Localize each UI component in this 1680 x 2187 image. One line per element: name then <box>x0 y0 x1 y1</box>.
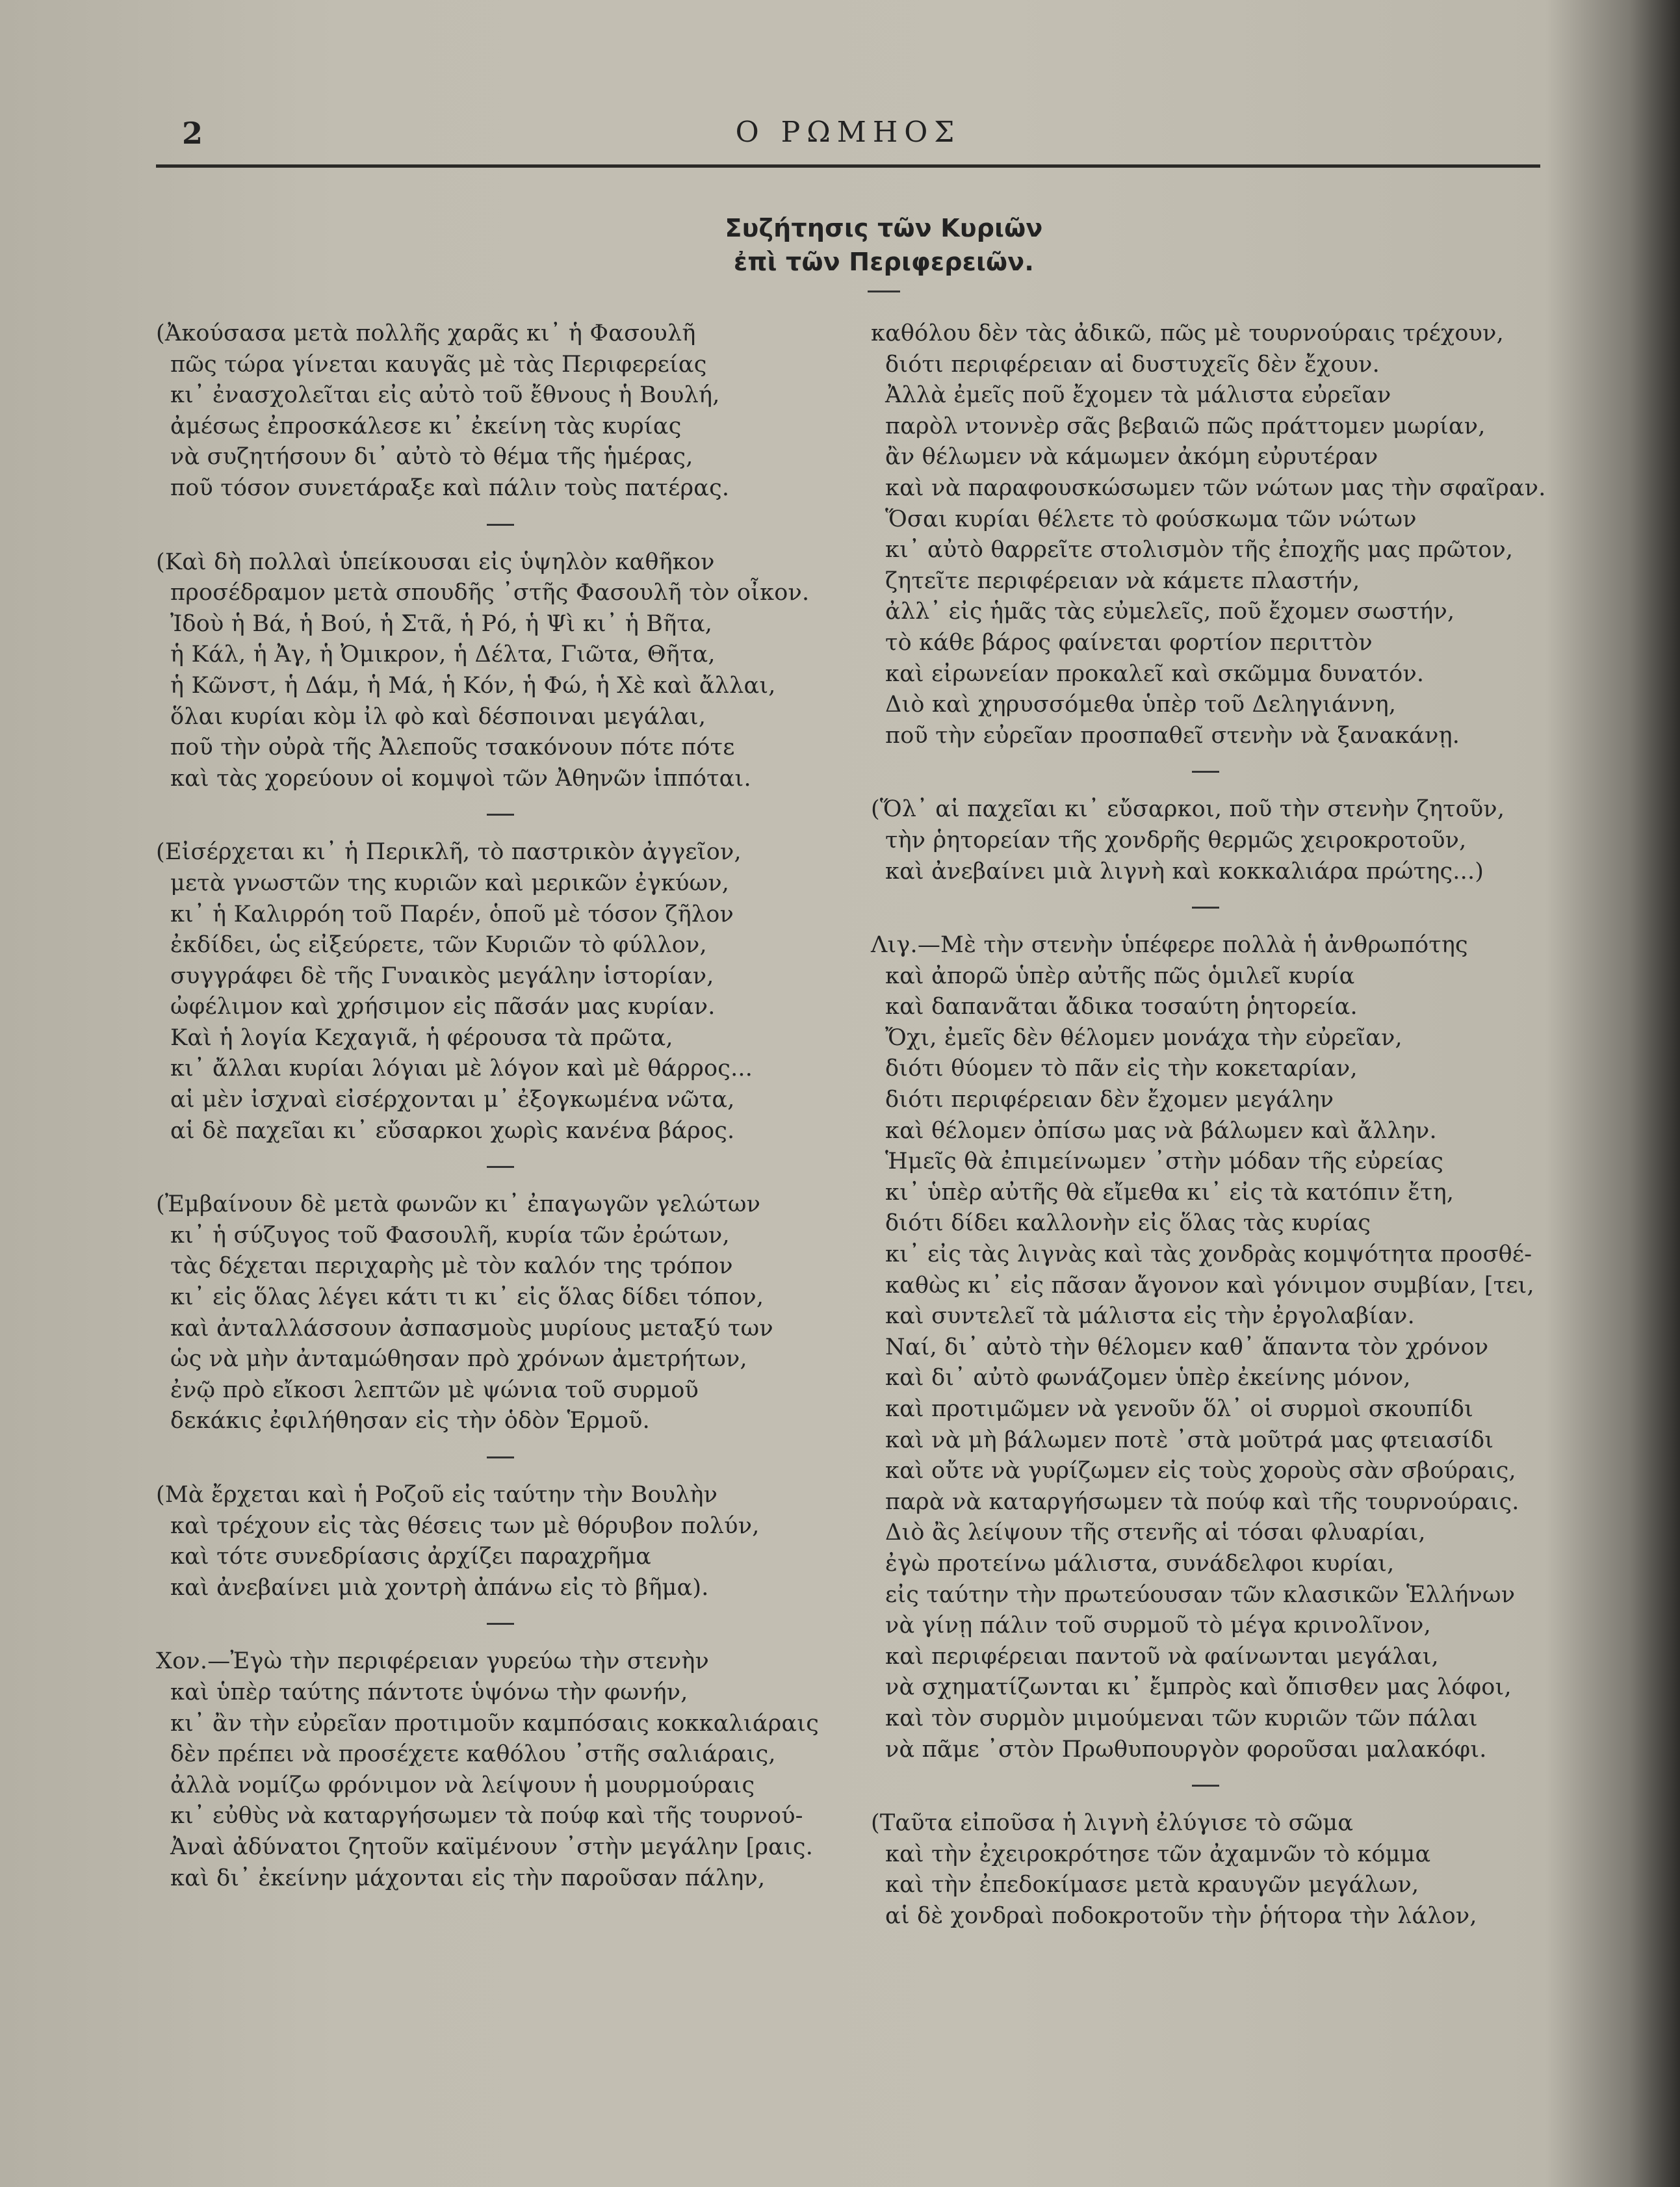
verse-line: διότι περιφέρειαν δὲν ἔχομεν μεγάλην <box>885 1087 1334 1113</box>
verse-line: καὶ ἀνταλλάσσουν ἀσπασμοὺς μυρίους μεταξύ των <box>170 1315 773 1341</box>
verse-line: καὶ τὰς χορεύουν οἱ κομψοὶ τῶν Ἀθηνῶν ἱππόται. <box>170 765 751 792</box>
verse-line: καὶ δι᾽ ἐκείνην μάχονται εἰς τὴν παροῦσαν πάλην, <box>170 1865 766 1891</box>
section-separator <box>156 1146 845 1189</box>
verse-line: καὶ τὴν ἐπεδοκίμασε μετὰ κραυγῶν μεγάλων, <box>885 1872 1419 1898</box>
verse-line: Χον.—Ἐγὼ τὴν περιφέρειαν γυρεύω τὴν στενὴν <box>156 1648 709 1675</box>
verse-line: καὶ θέλομεν ὀπίσω μας νὰ βάλωμεν καὶ ἄλλην. <box>885 1117 1437 1144</box>
verse-line: (Ἐμβαίνουν δὲ μετὰ φωνῶν κι᾽ ἐπαγωγῶν γελώτων <box>156 1191 761 1218</box>
verse-line: κι᾽ ὑπὲρ αὐτῆς θὰ εἴμεθα κι᾽ εἰς τὰ κατόπιν ἔτη, <box>885 1179 1454 1206</box>
verse-line: κι᾽ ἡ Καλιρρόη τοῦ Παρέν, ὁποῦ μὲ τόσον ζῆλον <box>170 901 734 927</box>
verse-line: καὶ ὑπὲρ ταύτης πάντοτε ὑψόνω τὴν φωνήν, <box>170 1679 688 1705</box>
verse-line: αἱ δὲ χονδραὶ ποδοκροτοῦν τὴν ῥήτορα τὴν λάλον, <box>885 1902 1477 1929</box>
verse-line: Ἰδοὺ ἡ Βά, ἡ Βού, ἡ Στᾶ, ἡ Ρό, ἡ Ψὶ κι᾽ ἡ Βῆτα, <box>170 610 713 637</box>
verse-line: καὶ δαπανᾶται ἄδικα τοσαύτη ῥητορεία. <box>885 994 1358 1020</box>
verse-line: κι᾽ εὐθὺς νὰ καταργήσωμεν τὰ πούφ καὶ τῆς τουρνού- <box>170 1803 803 1830</box>
verse-paragraph <box>156 1189 845 1437</box>
verse-line: ὠφέλιμον καὶ χρήσιμον εἰς πᾶσάν μας κυρίαν. <box>170 994 716 1020</box>
verse-line: καὶ νὰ παραφουσκώσωμεν τῶν νώτων μας τὴν σφαῖραν. <box>885 474 1546 501</box>
article-title-line: Συζήτησις τῶν Κυριῶν <box>725 214 1043 242</box>
verse-paragraph <box>156 547 845 795</box>
verse-line: τὸ κάθε βάρος φαίνεται φορτίον περιττὸν <box>885 629 1373 656</box>
verse-paragraph <box>156 1646 845 1894</box>
page-number: 2 <box>182 116 203 151</box>
verse-line: καὶ τρέχουν εἰς τὰς θέσεις των μὲ θόρυβον πολύν, <box>170 1512 760 1539</box>
section-separator <box>871 1765 1540 1808</box>
verse-line: καὶ τὸν συρμὸν μιμούμεναι τῶν κυριῶν τῶν πάλαι <box>885 1705 1478 1731</box>
verse-line: καὶ τὴν ἐχειροκρότησε τῶν ἀχαμνῶν τὸ κόμμα <box>885 1841 1431 1867</box>
verse-line: Ἡμεῖς θὰ ἐπιμείνωμεν ᾽στὴν μόδαν τῆς εὐρείας <box>885 1148 1444 1175</box>
verse-line: παρὰ νὰ καταργήσωμεν τὰ πούφ καὶ τῆς τουρνούραις. <box>885 1488 1519 1515</box>
verse-line: κι᾽ ἂν τὴν εὐρεῖαν προτιμοῦν καμπόσαις κοκκαλιάραις <box>170 1710 820 1737</box>
verse-line: συγγράφει δὲ τῆς Γυναικὸς μεγάλην ἱστορίαν, <box>170 963 714 989</box>
section-separator <box>156 794 845 837</box>
verse-line: καὶ νὰ μὴ βάλωμεν ποτὲ ᾽στὰ μοῦτρά μας φτειασίδι <box>885 1427 1494 1453</box>
verse-line: Καὶ ἡ λογία Κεχαγιᾶ, ἡ φέρουσα τὰ πρῶτα, <box>170 1024 673 1051</box>
verse-line: διότι περιφέρειαν αἱ δυστυχεῖς δὲν ἔχουν. <box>885 351 1380 378</box>
verse-line: αἱ δὲ παχεῖαι κι᾽ εὔσαρκοι χωρὶς κανένα βάρος. <box>170 1117 735 1144</box>
verse-line: καὶ ἀπορῶ ὑπὲρ αὐτῆς πῶς ὁμιλεῖ κυρία <box>885 963 1355 989</box>
title-dash <box>868 291 900 292</box>
verse-line: καὶ συντελεῖ τὰ μάλιστα εἰς τὴν ἐργολαβίαν. <box>885 1303 1415 1330</box>
verse-line: ἂν θέλωμεν νὰ κάμωμεν ἀκόμη εὐρυτέραν <box>885 444 1378 471</box>
verse-paragraph <box>871 318 1546 751</box>
verse-line: παρὸλ ντοννὲρ σᾶς βεβαιῶ πῶς πράττομεν μωρίαν, <box>885 413 1486 439</box>
verse-line: Λιγ.—Μὲ τὴν στενὴν ὑπέφερε πολλὰ ἡ ἀνθρωπότης <box>871 932 1468 959</box>
section-separator <box>871 887 1540 930</box>
verse-line: τὴν ῥητορείαν τῆς χονδρῆς θερμῶς χειροκροτοῦν, <box>885 827 1467 853</box>
verse-line: ἐγὼ προτείνω μάλιστα, συνάδελφοι κυρίαι, <box>885 1550 1395 1577</box>
right-column <box>871 318 1546 1932</box>
section-separator <box>156 1437 845 1480</box>
verse-line: καὶ προτιμῶμεν νὰ γενοῦν ὅλ᾽ οἱ συρμοὶ σκουπίδι <box>885 1396 1474 1422</box>
verse-line: ἡ Κῶνστ, ἡ Δάμ, ἡ Μά, ἡ Κόν, ἡ Φώ, ἡ Χὲ καὶ ἄλλαι, <box>170 672 776 699</box>
verse-line: ἀμέσως ἐπροσκάλεσε κι᾽ ἐκείνη τὰς κυρίας <box>170 413 682 439</box>
verse-paragraph <box>156 1480 845 1603</box>
header-rule <box>156 164 1540 168</box>
verse-line: (Ταῦτα εἰποῦσα ἡ λιγνὴ ἐλύγισε τὸ σῶμα <box>871 1810 1354 1837</box>
section-separator <box>156 1603 845 1646</box>
verse-line: Ἀναὶ ἀδύνατοι ζητοῦν καϊμένουν ᾽στὴν μεγάλην [ραις. <box>170 1833 814 1860</box>
verse-line: καὶ τότε συνεδρίασις ἀρχίζει παραχρῆμα <box>170 1544 652 1570</box>
page-header <box>156 110 1540 149</box>
verse-line: κι᾽ ἐνασχολεῖται εἰς αὐτὸ τοῦ ἔθνους ἡ Βουλή, <box>170 382 720 409</box>
verse-line: προσέδραμον μετὰ σπουδῆς ᾽στῆς Φασουλῆ τὸν οἶκον. <box>170 580 810 606</box>
verse-line: (Καὶ δὴ πολλαὶ ὑπείκουσαι εἰς ὑψηλὸν καθῆκον <box>156 549 715 575</box>
article-title <box>689 211 1079 292</box>
verse-line: νὰ γίνῃ πάλιν τοῦ συρμοῦ τὸ μέγα κρινολῖνον, <box>885 1612 1431 1639</box>
verse-line: καὶ οὔτε νὰ γυρίζωμεν εἰς τοὺς χοροὺς σὰν σβούραις, <box>885 1458 1516 1484</box>
verse-line: κι᾽ ἡ σύζυγος τοῦ Φασουλῆ, κυρία τῶν ἐρώτων, <box>170 1222 730 1249</box>
verse-line: αἱ μὲν ἰσχναὶ εἰσέρχονται μ᾽ ἐξογκωμένα νῶτα, <box>170 1087 735 1113</box>
verse-line: καθὼς κι᾽ εἰς πᾶσαν ἄγονον καὶ γόνιμον συμβίαν, [τει, <box>885 1272 1534 1299</box>
running-title: Ο ΡΩΜΗΟΣ <box>735 116 961 149</box>
verse-line: εἰς ταύτην τὴν πρωτεύουσαν τῶν κλασικῶν Ἑλλήνων <box>885 1581 1516 1608</box>
verse-line: ἐκδίδει, ὡς εἰξεύρετε, τῶν Κυριῶν τὸ φύλλον, <box>170 932 707 959</box>
verse-paragraph <box>871 794 1540 887</box>
verse-line: καὶ ἀνεβαίνει μιὰ λιγνὴ καὶ κοκκαλιάρα πρώτης...) <box>885 858 1484 885</box>
verse-line: νὰ πᾶμε ᾽στὸν Πρωθυπουργὸν φοροῦσαι μαλακόφι. <box>885 1736 1487 1763</box>
verse-line: διότι θύομεν τὸ πᾶν εἰς τὴν κοκεταρίαν, <box>885 1055 1358 1082</box>
section-separator <box>156 504 845 547</box>
verse-line: ἐνῷ πρὸ εἴκοσι λεπτῶν μὲ ψώνια τοῦ συρμοῦ <box>170 1377 699 1403</box>
verse-line: ποῦ τὴν οὐρὰ τῆς Ἀλεποῦς τσακόνουν πότε πότε <box>170 734 735 761</box>
verse-line: διότι δίδει καλλονὴν εἰς ὅλας τὰς κυρίας <box>885 1210 1371 1237</box>
verse-line: Ἀλλὰ ἐμεῖς ποῦ ἔχομεν τὰ μάλιστα εὐρεῖαν <box>885 382 1391 409</box>
verse-line: ποῦ τόσον συνετάραξε καὶ πάλιν τοὺς πατέρας. <box>170 474 730 501</box>
verse-line: μετὰ γνωστῶν της κυριῶν καὶ μερικῶν ἐγκύων, <box>170 870 730 896</box>
verse-line: (Ὅλ᾽ αἱ παχεῖαι κι᾽ εὔσαρκοι, ποῦ τὴν στενὴν ζητοῦν, <box>871 796 1505 823</box>
verse-line: ὡς νὰ μὴν ἀνταμώθησαν πρὸ χρόνων ἀμετρήτων, <box>170 1346 747 1373</box>
verse-line: (Ἀκούσασα μετὰ πολλῆς χαρᾶς κι᾽ ἡ Φασουλῆ <box>156 320 696 346</box>
verse-line: (Εἰσέρχεται κι᾽ ἡ Περικλῆ, τὸ παστρικὸν ἀγγεῖον, <box>156 839 742 866</box>
verse-line: καὶ εἰρωνείαν προκαλεῖ καὶ σκῶμμα δυνατόν. <box>885 660 1425 687</box>
verse-line: (Μὰ ἔρχεται καὶ ἡ Ροζοῦ εἰς ταύτην τὴν Βουλὴν <box>156 1482 718 1508</box>
left-column <box>156 318 845 1894</box>
verse-line: καὶ δι᾽ αὐτὸ φωνάζομεν ὑπὲρ ἐκείνης μόνον, <box>885 1365 1411 1391</box>
verse-line: Ὅσαι κυρίαι θέλετε τὸ φούσκωμα τῶν νώτων <box>885 506 1417 532</box>
verse-line: ἀλλ᾽ εἰς ἡμᾶς τὰς εὐμελεῖς, ποῦ ἔχομεν σωστήν, <box>885 599 1455 625</box>
verse-line: νὰ σχηματίζωνται κι᾽ ἔμπρὸς καὶ ὄπισθεν μας λόφοι, <box>885 1674 1512 1701</box>
verse-line: κι᾽ αὐτὸ θαρρεῖτε στολισμὸν τῆς ἐποχῆς μας πρῶτον, <box>885 537 1514 563</box>
verse-line: Διὸ καὶ χηρυσσόμεθα ὑπὲρ τοῦ Δεληγιάννη, <box>885 692 1397 718</box>
verse-paragraph <box>156 837 845 1146</box>
verse-line: πῶς τώρα γίνεται καυγᾶς μὲ τὰς Περιφερείας <box>170 351 707 378</box>
verse-line: δεκάκις ἐφιλήθησαν εἰς τὴν ὁδὸν Ἑρμοῦ. <box>170 1408 650 1434</box>
verse-line: ποῦ τὴν εὐρεῖαν προσπαθεῖ στενὴν νὰ ξανακάνῃ. <box>885 722 1460 749</box>
section-separator <box>871 751 1540 794</box>
verse-line: κι᾽ ἄλλαι κυρίαι λόγιαι μὲ λόγον καὶ μὲ θάρρος... <box>170 1055 753 1082</box>
verse-line: καθόλου δὲν τὰς ἀδικῶ, πῶς μὲ τουρνούραις τρέχουν, <box>871 320 1504 346</box>
verse-line: Ναί, δι᾽ αὐτὸ τὴν θέλομεν καθ᾽ ἅπαντα τὸν χρόνον <box>885 1334 1489 1360</box>
verse-line: νὰ συζητήσουν δι᾽ αὐτὸ τὸ θέμα τῆς ἡμέρας, <box>170 444 693 471</box>
verse-line: ζητεῖτε περιφέρειαν νὰ κάμετε πλαστήν, <box>885 567 1360 594</box>
verse-line: κι᾽ εἰς τὰς λιγνὰς καὶ τὰς χονδρὰς κομψότητα προσθέ- <box>885 1241 1532 1268</box>
verse-line: καὶ ἀνεβαίνει μιὰ χοντρὴ ἀπάνω εἰς τὸ βῆμα). <box>170 1574 709 1601</box>
verse-line: Ὄχι, ἐμεῖς δὲν θέλομεν μονάχα τὴν εὐρεῖαν, <box>885 1024 1402 1051</box>
verse-line: καὶ περιφέρειαι παντοῦ νὰ φαίνωνται μεγάλαι, <box>885 1643 1439 1670</box>
verse-paragraph <box>156 318 845 504</box>
article-title-line: ἐπὶ τῶν Περιφερειῶν. <box>734 248 1034 276</box>
verse-paragraph <box>871 930 1540 1765</box>
verse-line: ὅλαι κυρίαι κὸμ ἰλ φὸ καὶ δέσποιναι μεγάλαι, <box>170 703 706 730</box>
verse-line: δὲν πρέπει νὰ προσέχετε καθόλου ᾽στῆς σαλιάραις, <box>170 1741 776 1768</box>
verse-line: τὰς δέχεται περιχαρὴς μὲ τὸν καλόν της τρόπον <box>170 1253 733 1280</box>
verse-paragraph <box>871 1808 1540 1932</box>
verse-line: κι᾽ εἰς ὅλας λέγει κάτι τι κι᾽ εἰς ὅλας δίδει τόπον, <box>170 1284 764 1311</box>
verse-line: Διὸ ἂς λείψουν τῆς στενῆς αἱ τόσαι φλυαρίαι, <box>885 1520 1426 1546</box>
verse-line: ἡ Κάλ, ἡ Ἀγ, ἡ Ὀμικρον, ἡ Δέλτα, Γιῶτα, Θῆτα, <box>170 641 716 668</box>
verse-line: ἀλλὰ νομίζω φρόνιμον νὰ λείψουν ἡ μουρμούραις <box>170 1772 755 1798</box>
